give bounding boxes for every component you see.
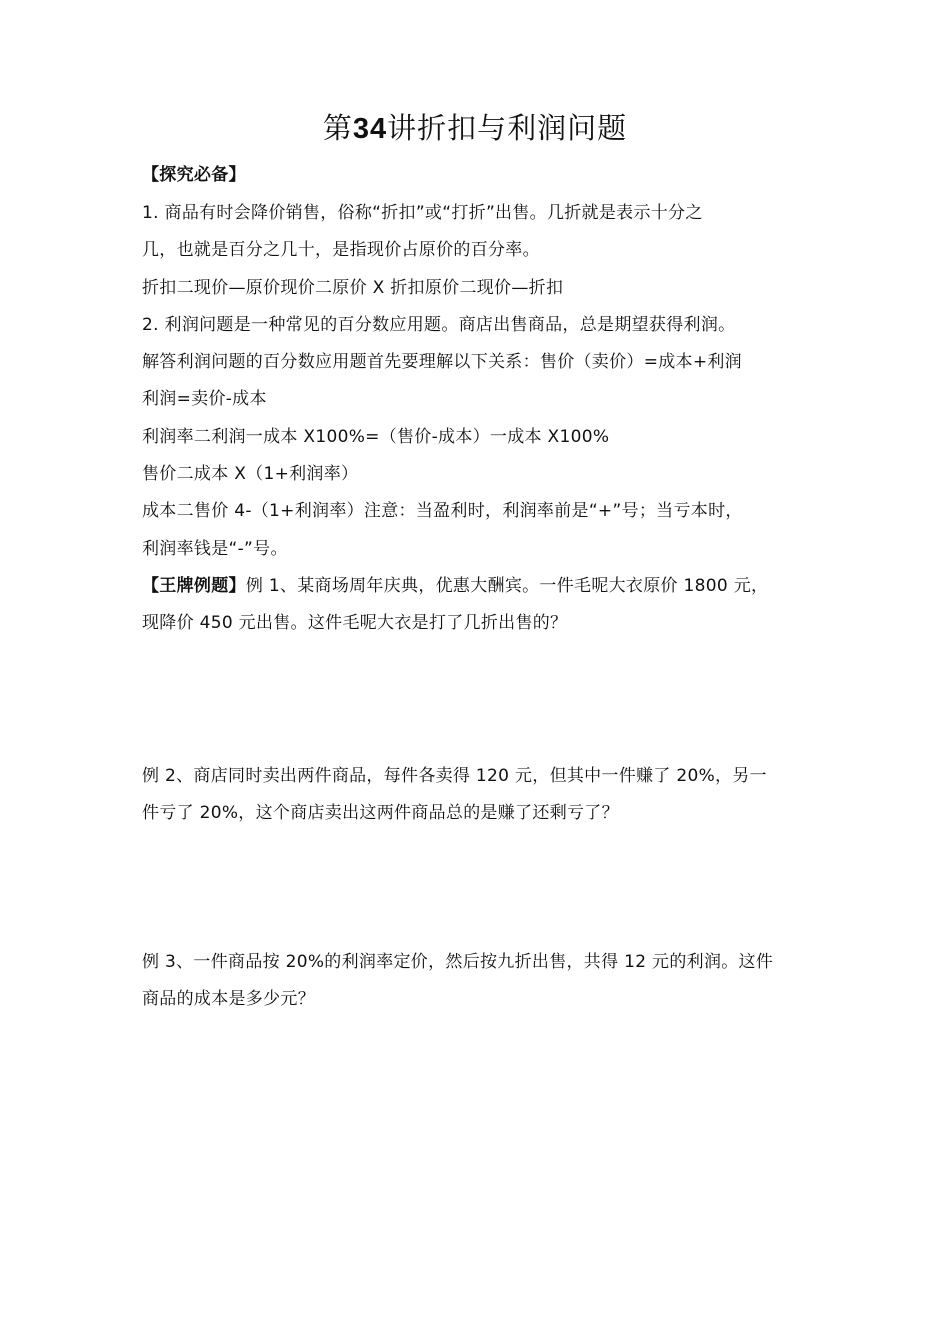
item2-line1: 2. 利润问题是一种常见的百分数应用题。商店出售商品，总是期望获得利润。: [142, 315, 736, 335]
item1-line2: 几，也就是百分之几十，是指现价占原价的百分率。: [142, 240, 540, 260]
example1-line1: [142, 574, 822, 598]
example-heading: 【王牌例题】: [142, 576, 246, 596]
formula-profit-rate: 利润率二利润一成本 X100%=（售价-成本）一成本 X100%: [142, 427, 610, 447]
example1-line2: 现降价 450 元出售。这件毛呢大衣是打了几折出售的？: [142, 613, 568, 633]
example2-line1: 例 2、商店同时卖出两件商品，每件各卖得 120 元，但其中一件赚了 20%，另一: [142, 766, 767, 786]
example3-line2: 商品的成本是多少元？: [142, 989, 315, 1009]
item2-line2: 解答利润问题的百分数应用题首先要理解以下关系：售价（卖价）=成本+利润: [142, 352, 742, 372]
formula-price: 售价二成本 X（1+利润率）: [142, 464, 359, 484]
title-suffix: 讲折扣与利润问题: [387, 111, 628, 145]
formula-profit: 利润=卖价-成本: [142, 389, 267, 409]
page-title: [0, 108, 950, 149]
formula-discount: 折扣二现价—原价现价二原价 X 折扣原价二现价—折扣: [142, 278, 564, 298]
example2-line2: 件亏了 20%，这个商店卖出这两件商品总的是赚了还剩亏了？: [142, 803, 619, 823]
example1-text: 例 1、某商场周年庆典，优惠大酬宾。一件毛呢大衣原价 1800 元，: [245, 576, 769, 596]
title-prefix: 第: [322, 111, 353, 145]
formula-cost-line2: 利润率钱是“-”号。: [142, 539, 288, 559]
title-number: 34: [352, 113, 388, 145]
formula-cost-line1: 成本二售价 4-（1+利润率）注意：当盈利时，利润率前是“+”号；当亏本时，: [142, 501, 743, 521]
example3-line1: 例 3、一件商品按 20%的利润率定价，然后按九折出售，共得 12 元的利润。这件: [142, 952, 774, 972]
prep-heading: 【探究必备】: [142, 165, 246, 185]
item1-line1: 1. 商品有时会降价销售，俗称“折扣”或“打折”出售。几折就是表示十分之: [142, 203, 703, 223]
